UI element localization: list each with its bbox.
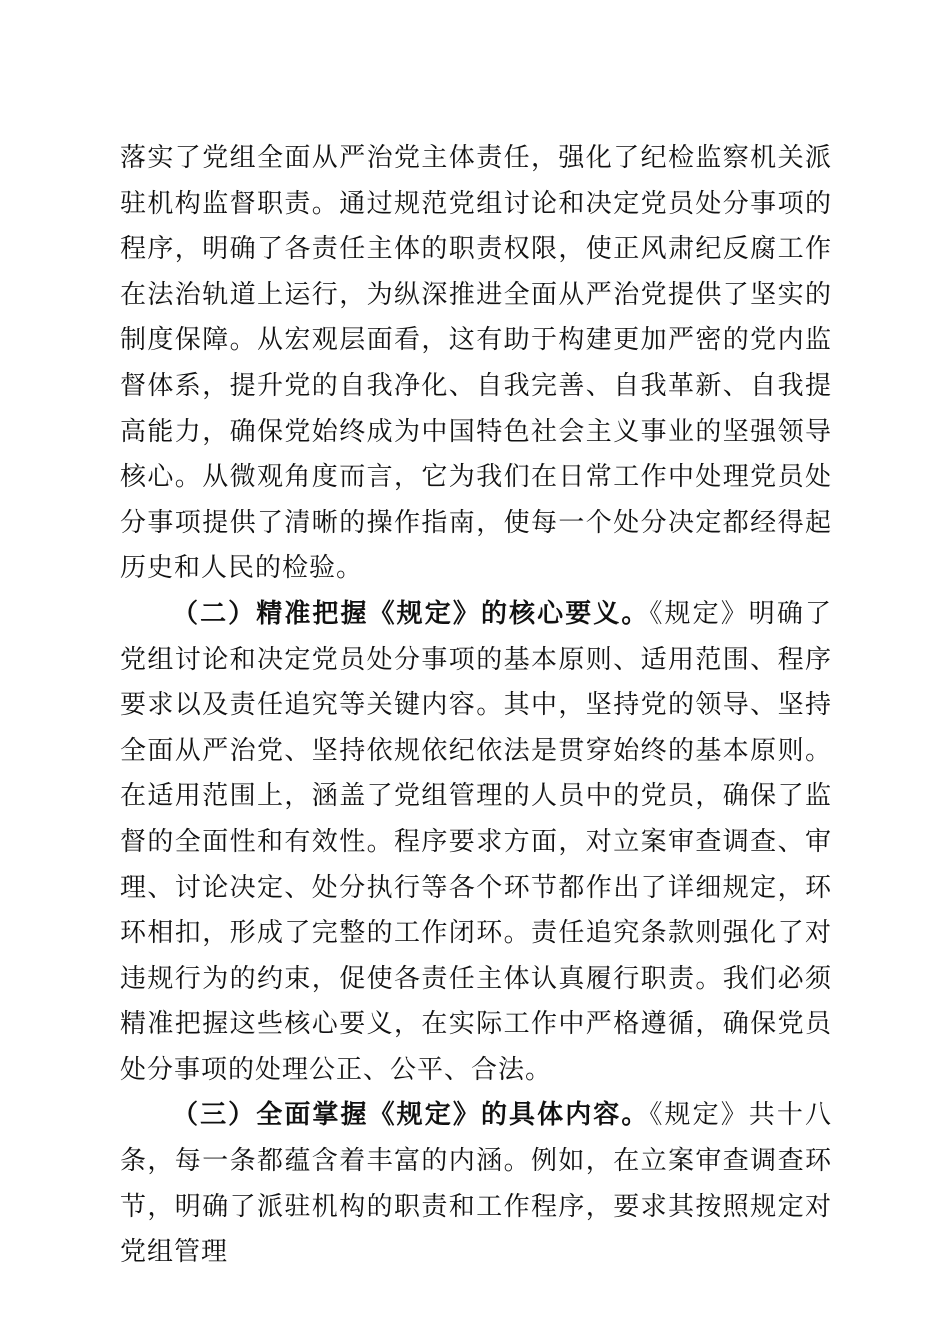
paragraph-2-text: 《规定》明确了党组讨论和决定党员处分事项的基本原则、适用范围、程序要求以及责任追究等关键内容。其中，坚持党的领导、坚持全面从严治党、坚持依规依纪依法是贯穿始终的基本原则。在适用范围上，涵盖了党组管理的人员中的党员，确保了监督的全面性和有效性。程序要求方面，对立案审查调查、审理、讨论决定、处分执行等各个环节都作出了详细规定，环环相扣，形成了完整的工作闭环。责任追究条款则强化了对违规行为的约束，促使各责任主体认真履行职责。我们必须精准把握这些核心要义，在实际工作中严格遵循，确保党员处分事项的处理公正、公平、合法。 bbox=[120, 598, 832, 1085]
section-heading-3: （三）全面掌握《规定》的具体内容。 bbox=[172, 1100, 650, 1131]
document-body bbox=[120, 136, 832, 1276]
section-heading-2: （二）精准把握《规定》的核心要义。 bbox=[172, 598, 650, 629]
paragraph-2 bbox=[120, 592, 832, 1094]
paragraph-3-text: 《规定》共十八条，每一条都蕴含着丰富的内涵。例如，在立案审查调查环节，明确了派驻机构的职责和工作程序，要求其按照规定对党组管理 bbox=[120, 1100, 832, 1268]
paragraph-1-text: 落实了党组全面从严治党主体责任，强化了纪检监察机关派驻机构监督职责。通过规范党组讨论和决定党员处分事项的程序，明确了各责任主体的职责权限，使正风肃纪反腐工作在法治轨道上运行，为纵深推进全面从严治党提供了坚实的制度保障。从宏观层面看，这有助于构建更加严密的党内监督体系，提升党的自我净化、自我完善、自我革新、自我提高能力，确保党始终成为中国特色社会主义事业的坚强领导核心。从微观角度而言，它为我们在日常工作中处理党员处分事项提供了清晰的操作指南，使每一个处分决定都经得起历史和人民的检验。 bbox=[120, 143, 832, 584]
paragraph-1 bbox=[120, 136, 832, 592]
paragraph-3 bbox=[120, 1093, 832, 1275]
